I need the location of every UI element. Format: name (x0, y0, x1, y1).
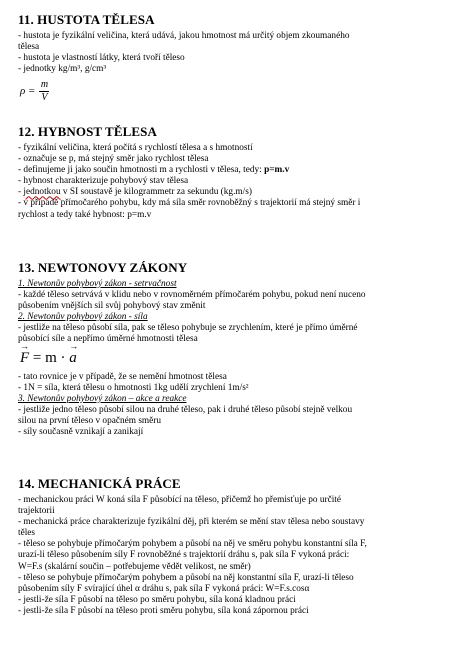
text-line: silou na první těleso v opačném směru (18, 415, 162, 426)
text-line: - jestliže jedno těleso působí silou na druhé těleso, pak i druhé těleso působí stejně velkou (18, 404, 353, 415)
section-title: 12. HYBNOST TĚLESA (18, 124, 157, 139)
text-line: - jestliže na těleso působí síla, pak se těleso pohybuje se zrychlením, které je přímo úměrné (18, 323, 358, 334)
law-heading: 2. Newtonův pohybový zákon - síla (18, 312, 148, 323)
density-formula (20, 79, 463, 103)
section-hybnost (18, 124, 463, 221)
text-line: těles (18, 528, 36, 539)
newton-formula: → F = m · → a (20, 350, 463, 370)
text-line: působením síly F svírající úhel α dráhu s, pak síla F vykoná práci: W=F.s.cosα (18, 583, 310, 594)
text-line: - těleso se pohybuje přímočarým pohybem a působí na něj konstantní síla F, urazí-li těleso (18, 572, 354, 583)
text-line: - tato rovnice je v případě, že se nemění hmotnost tělesa (18, 371, 227, 382)
text-line: - jednotkou v SI soustavě je kilogrammetr za sekundu (kg.m/s) (18, 187, 252, 198)
text-line: - každé těleso setrvává v klidu nebo v rovnoměrném přímočarém pohybu, pokud není nuceno (18, 290, 366, 301)
section-prace (18, 476, 463, 617)
text-line: - hustota je vlastností látky, která tvoří těleso (18, 53, 185, 64)
section-hustota (18, 12, 463, 105)
text-line: působením vnějších sil svůj pohybový stav změnit (18, 301, 206, 312)
text-line: - definujeme ji jako součin hmotnosti m a rychlosti v tělesa, tedy: p=m.v (18, 165, 290, 176)
text-line: - mechanickou práci W koná síla F působící na těleso, přičemž ho přemisťuje po určité (18, 495, 341, 505)
text-line: urazí-li těleso působením síly F rovnoběžné s trajektorií dráhu s, pak síla F vykoná práci: (18, 550, 350, 561)
text-line: W=F.s (skalární součin – potřebujeme vědět velikost, ne směr) (18, 561, 251, 572)
denominator: V (41, 91, 48, 103)
vector-a: → a (69, 350, 77, 367)
text-line: rychlost a tedy také hybnost: p=m.v (18, 209, 152, 220)
text-line: - hybnost charakterizuje pohybový stav tělesa (18, 176, 189, 187)
text-line: trajektorii (18, 506, 55, 517)
text-line: - jednotky kg/m³, g/cm³ (18, 64, 107, 75)
text-line: - označuje se p, má stejný směr jako rychlost tělesa (18, 154, 209, 165)
text-line: - 1N = síla, která tělesu o hmotnosti 1kg udělí zrychlení 1m/s² (18, 382, 249, 393)
text-line: - síly současně vznikají a zanikají (18, 427, 144, 438)
text-line: - jestli-že síla F působí na těleso po směru pohybu, síla koná kladnou práci (18, 594, 296, 605)
text-line: tělesa (18, 42, 40, 53)
section-title: 11. HUSTOTA TĚLESA (18, 12, 155, 27)
fraction (39, 80, 49, 103)
text-line: - jestli-že síla F působí na těleso proti směru pohybu, síla koná zápornou práci (18, 605, 309, 616)
text-line: - fyzikální veličina, která počítá s rychlostí tělesa a s hmotností (18, 143, 253, 153)
law-heading: 1. Newtonův pohybový zákon - setrvačnost (18, 279, 177, 289)
text-line: - mechanická práce charakterizuje fyzikální děj, při kterém se mění stav tělesa nebo soustavy (18, 517, 365, 528)
bold-formula: p=m.v (264, 165, 290, 176)
section-title: 13. NEWTONOVY ZÁKONY (18, 260, 188, 275)
vector-f: → F (20, 350, 29, 367)
section-newton (18, 260, 463, 438)
section-title: 14. MECHANICKÁ PRÁCE (18, 476, 181, 491)
law-heading: 3. Newtonův pohybový zákon – akce a reakce (18, 393, 187, 404)
text-line: působící síle a nepřímo úměrné hmotnosti tělesa (18, 334, 198, 345)
spellcheck-word: jednotkou (23, 187, 61, 198)
text-line: - těleso se pohybuje přímočarým pohybem a působí na něj ve směru pohybu konstantní síla F, (18, 539, 367, 550)
text-line: - v případě přímočarého pohybu, kdy má síla směr rovnoběžný s trajektorií má stejný směr i (18, 198, 361, 209)
text-line: - hustota je fyzikální veličina, která udává, jakou hmotnost má určitý objem zkoumaného (18, 31, 350, 41)
numerator: m (40, 78, 49, 90)
formula-lhs: ρ = (20, 85, 36, 98)
